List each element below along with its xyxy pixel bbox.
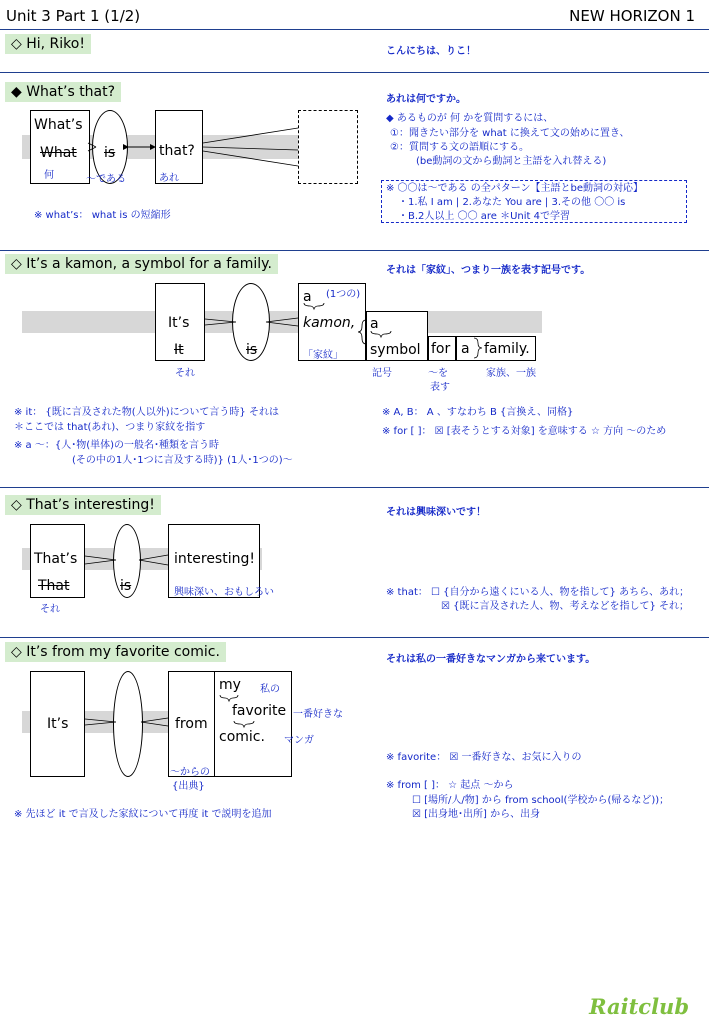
note-that-2: ☒ {既に言及された人、物、考えなどを指して} それ； <box>441 601 690 612</box>
gloss-shutten: {出典} <box>172 781 205 792</box>
gloss-kigou: 記号 <box>372 368 392 379</box>
gloss-are: あれ <box>159 173 179 184</box>
section-3-translation: それは「家紋」、つまり一族を表す記号です。 <box>386 265 591 276</box>
raitclub-logo: Raitclub <box>589 994 689 1019</box>
note-from: ※ from [ ]： ☆ 起点 〜から <box>386 780 514 791</box>
section-5-translation: それは私の一番好きなマンガから来ています。 <box>386 654 596 665</box>
gloss-kamon: 「家紋」 <box>303 350 343 361</box>
word-symbol: symbol <box>370 342 421 358</box>
gloss-kyomi: 興味深い、おもしろい <box>174 587 274 598</box>
explanation-line: ①：聞きたい部分を what に換えて文の始めに置き、 <box>390 128 630 139</box>
section-3-title: ◇ It’s a kamon, a symbol for a family. <box>5 254 278 274</box>
pattern-line: ・1.私 I am | 2.あなた You are | 3.その他 〇〇 is <box>398 197 626 208</box>
note-a-2: (その中の1人･1つに言及する時)} (1人･1つの)〜 <box>72 455 293 466</box>
gloss-sore: それ <box>175 368 195 379</box>
word-a: a <box>370 316 379 332</box>
word-is: is <box>246 342 258 358</box>
section-2-title: ◆ What’s that? <box>5 82 121 102</box>
word-is: is <box>120 578 132 594</box>
word-that: That <box>38 578 70 594</box>
gloss-hitotsu: (1つの) <box>326 289 361 300</box>
explanation-line: ②：質問する文の語順にする。 <box>390 142 529 153</box>
note-from-2: ☐ [場所/人/物] から from school(学校から(帰るなど))； <box>412 795 670 806</box>
explanation-line: (be動詞の文から動詞と主語を入れ替える) <box>416 156 607 167</box>
explanation-line: ◆ あるものが 何 かを質問するには、 <box>386 113 554 124</box>
textbook-name: NEW HORIZON 1 <box>569 7 695 25</box>
gloss-watashi: 私の <box>260 684 280 695</box>
pattern-line: ・B.2人以上 〇〇 are ＊Unit 4で学習 <box>398 211 571 222</box>
gloss-wo: 〜を <box>428 368 448 379</box>
gloss-arawasu: 表す <box>430 382 450 393</box>
word-a: a <box>461 341 470 357</box>
note-it: ※ it： {既に言及された物(人以外)について言う時} それは <box>14 407 279 418</box>
word-a: a <box>303 289 312 305</box>
word-favorite: favorite <box>232 703 287 719</box>
word-family: family. <box>484 341 530 357</box>
section-5-title: ◇ It’s from my favorite comic. <box>5 642 226 662</box>
word-interesting: interesting! <box>174 551 255 567</box>
note-that: ※ that： ☐ {自分から遠くにいる人、物を指して} あちら、あれ； <box>386 587 690 598</box>
section-4-translation: それは興味深いです！ <box>386 507 486 518</box>
gloss-ichiban: 一番好きな <box>293 709 343 720</box>
word-whats: What’s <box>34 117 83 133</box>
note-favorite: ※ favorite： ☒ 一番好きな、お気に入りの <box>386 752 582 763</box>
note-it-2: ＊ここでは that(あれ)、つまり家紋を指す <box>14 422 206 433</box>
note-from-3: ☒ [出身地･出所] から、出身 <box>412 809 541 820</box>
word-kamon: kamon, <box>303 315 356 331</box>
gloss-sore: それ <box>40 604 60 615</box>
section-1-title: ◇ Hi, Riko! <box>5 34 91 54</box>
gloss-kazoku: 家族、一族 <box>486 368 536 379</box>
word-thats: That’s <box>34 551 78 567</box>
note-ab: ※ A, B： A 、すなわち B {言換え、同格} <box>382 407 574 418</box>
note-a: ※ a 〜：{人･物(単体)の一般名･種類を言う時 <box>14 440 220 451</box>
word-it: It <box>174 342 184 358</box>
section-2-translation: あれは何ですか。 <box>386 94 466 105</box>
word-what: What <box>40 145 77 161</box>
word-that: that? <box>159 143 195 159</box>
word-comic: comic. <box>219 729 265 745</box>
word-its: It’s <box>47 716 69 732</box>
gloss-kara: 〜からの <box>170 767 210 778</box>
word-is: is <box>104 145 116 161</box>
gloss-dearu: 〜である <box>86 174 126 185</box>
gloss-nani: 何 <box>44 170 54 181</box>
note-for: ※ for [ ]： ☒ [表そうとする対象] を意味する ☆ 方向 〜のため <box>382 426 667 437</box>
word-its: It’s <box>168 315 190 331</box>
note-abbreviation: ※ what’s： what is の短縮形 <box>34 210 171 221</box>
word-my: my <box>219 677 241 693</box>
word-from: from <box>175 716 208 732</box>
note-bottom: ※ 先ほど it で言及した家紋について再度 it で説明を追加 <box>14 809 272 820</box>
section-1-translation: こんにちは、りこ！ <box>386 46 476 57</box>
section-4-title: ◇ That’s interesting! <box>5 495 161 515</box>
word-for: for <box>431 341 451 357</box>
pattern-line: ※ 〇〇は〜である の全パターン【主語とbe動詞の対応】 <box>386 183 644 194</box>
gloss-manga: マンガ <box>284 735 314 746</box>
page-title: Unit 3 Part 1 (1/2) <box>6 7 141 25</box>
